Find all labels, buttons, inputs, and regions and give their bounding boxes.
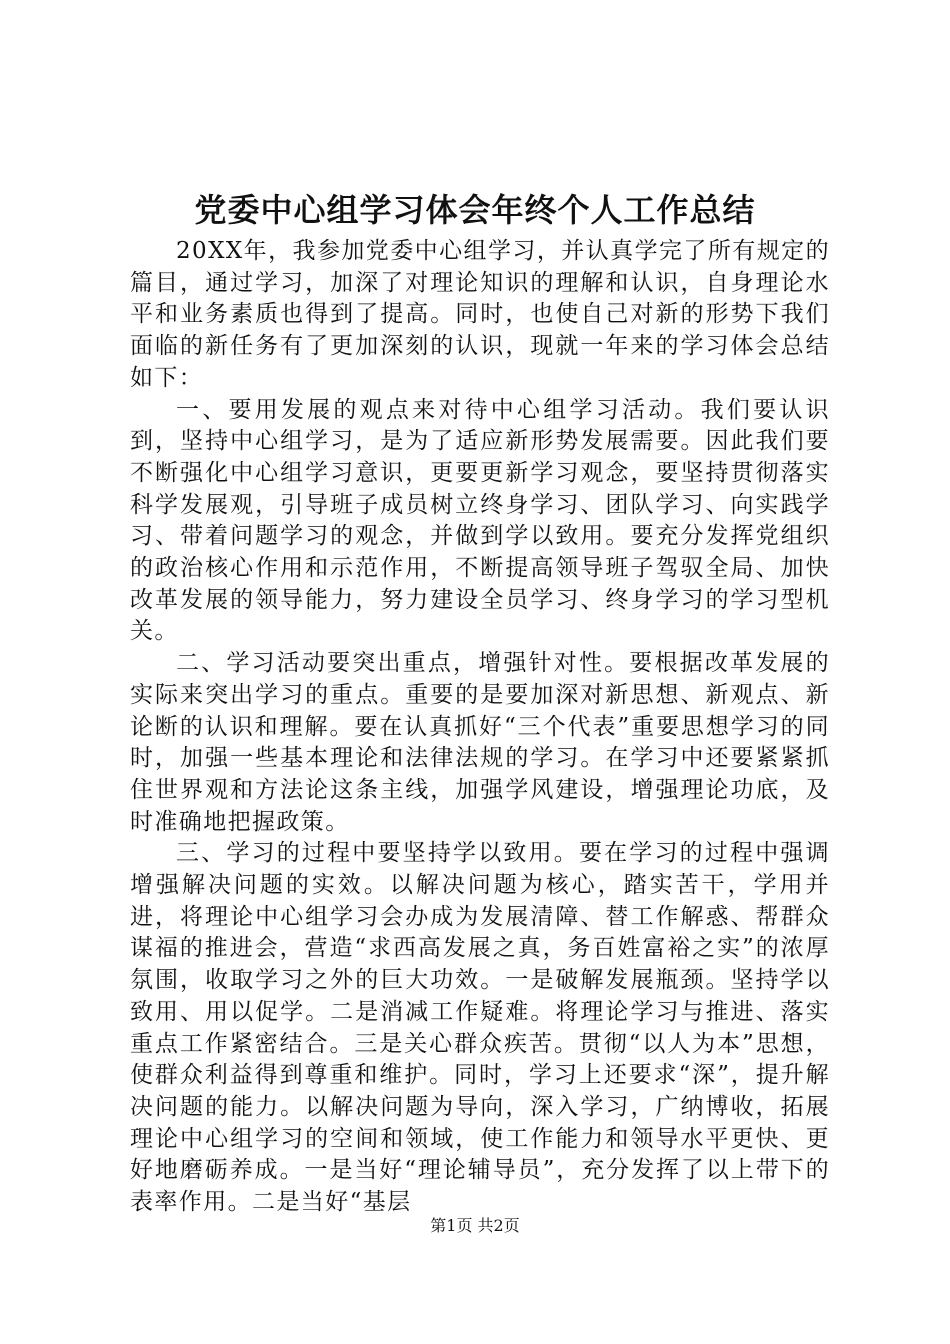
- document-title: 党委中心组学习体会年终个人工作总结: [194, 191, 756, 229]
- paragraph-section-1: 一、要用发展的观点来对待中心组学习活动。我们要认识到，坚持中心组学习，是为了适应新形势发展需要。因此我们要不断强化中心组学习意识，更要更新学习观念，要坚持贯彻落实科学发展观，引导班子成员树立终身学习、团队学习、向实践学习、带着问题学习的观念，并做到学以致用。要充分发挥党组织的政治核心作用和示范作用，不断提高领导班子驾驭全局、加快改革发展的领导能力，努力建设全员学习、终身学习的学习型机关。: [130, 396, 830, 645]
- paragraph-intro: 20XX年，我参加党委中心组学习，并认真学完了所有规定的篇目，通过学习，加深了对理论知识的理解和认识，自身理论水平和业务素质也得到了提高。同时，也使自己对新的形势下我们面临的新任务有了更加深刻的认识，现就一年来的学习体会总结如下：: [130, 238, 830, 391]
- paragraph-section-3: 三、学习的过程中要坚持学以致用。要在学习的过程中强调增强解决问题的实效。以解决问题为核心，踏实苦干，学用并进，将理论中心组学习会办成为发展清障、替工作解惑、帮群众谋福的推进会，营造“求西高发展之真，务百姓富裕之实”的浓厚氛围，收取学习之外的巨大功效。一是破解发展瓶颈。坚持学以致用、用以促学。二是消减工作疑难。将理论学习与推进、落实重点工作紧密结合。三是关心群众疾苦。贯彻“以人为本”思想，使群众利益得到尊重和维护。同时，学习上还要求“深”，提升解决问题的能力。以解决问题为导向，深入学习，广纳博收，拓展理论中心组学习的空间和领域，使工作能力和领导水平更快、更好地磨砺养成。一是当好“理论辅导员”，充分发挥了以上带下的表率作用。二是当好“基层: [130, 840, 830, 1216]
- document-body: [130, 236, 830, 1219]
- page-footer: 第1页 共2页: [430, 1216, 520, 1235]
- paragraph-section-2: 二、学习活动要突出重点，增强针对性。要根据改革发展的实际来突出学习的重点。重要的是要加深对新思想、新观点、新论断的认识和理解。要在认真抓好“三个代表”重要思想学习的同时，加强一些基本理论和法律法规的学习。在学习中还要紧紧抓住世界观和方法论这条主线，加强学风建设，增强理论功底，及时准确地把握政策。: [130, 650, 830, 835]
